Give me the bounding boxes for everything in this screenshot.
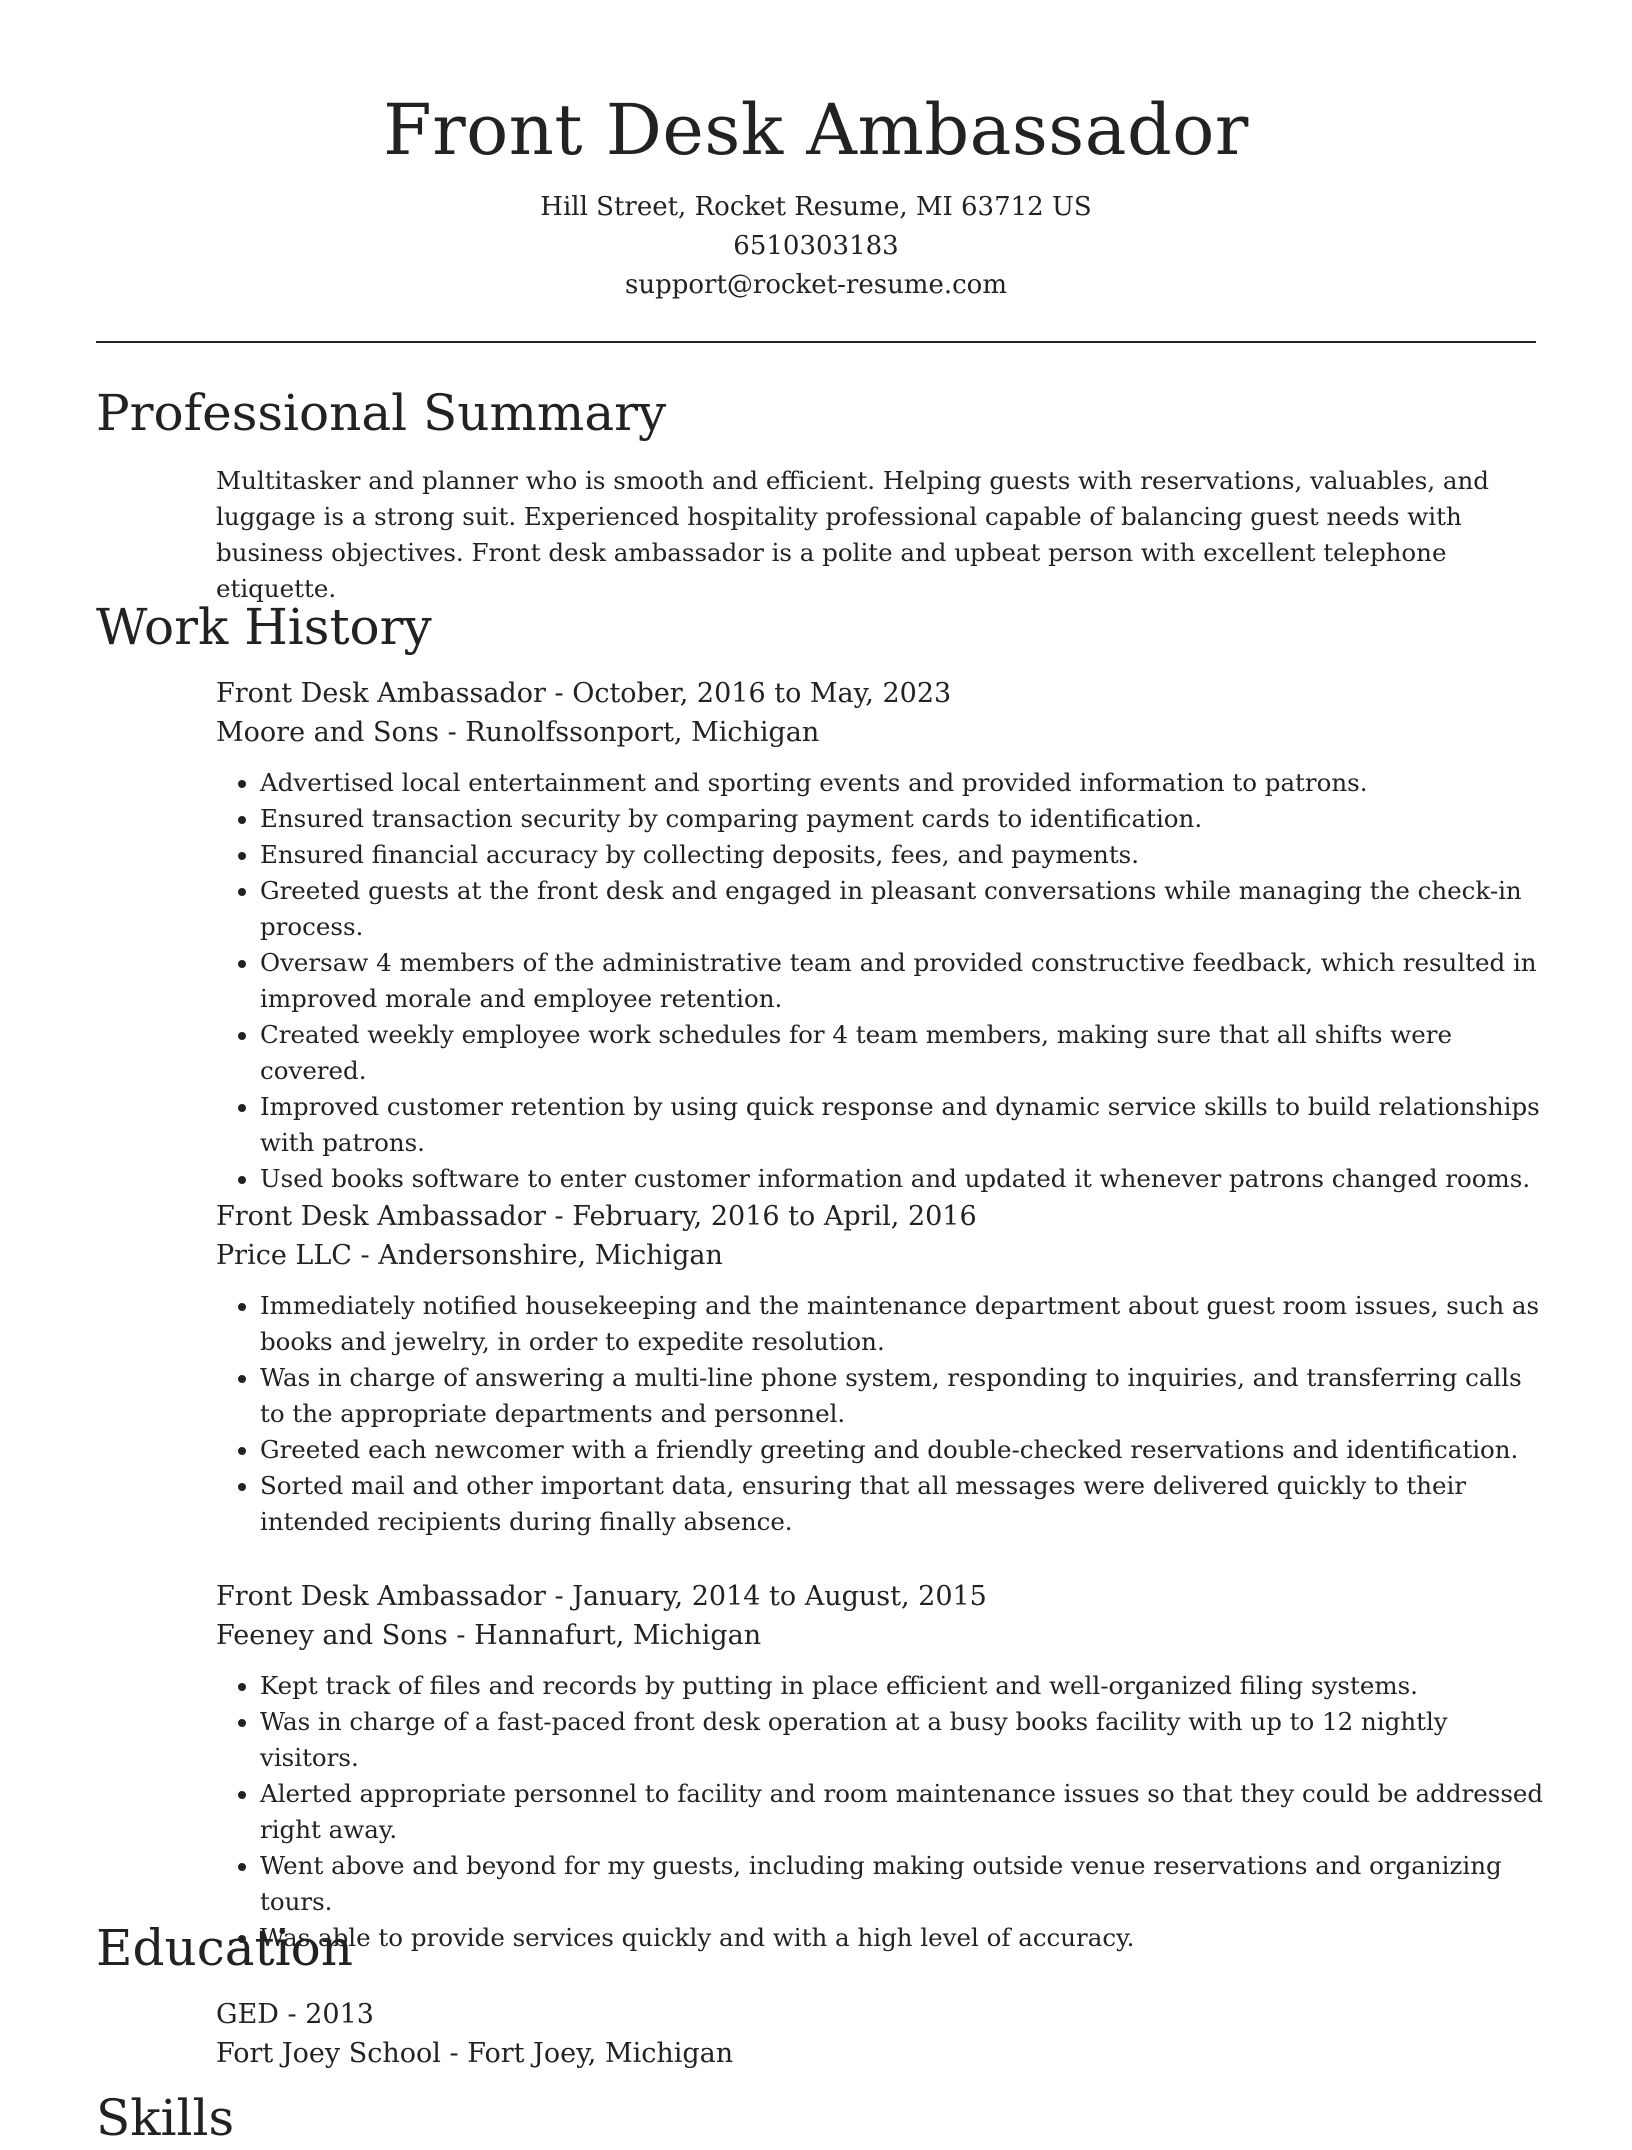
summary-text: Multitasker and planner who is smooth and efficient. Helping guests with reservations, valuables, and luggage is a strong suit. Experienced hospitality professional capable of balancing guest needs with business objectives. Front desk ambassador is a polite and upbeat person with excellent telephone etiquette. xyxy=(216,466,1489,603)
duty-item: • Alerted appropriate personnel to facility and room maintenance issues so that they could be addressed right away. xyxy=(260,1776,1546,1848)
job-dates: January, 2014 to August, 2015 xyxy=(572,1581,987,1612)
education-entry xyxy=(216,1995,1546,2073)
job-company-line: Moore and Sons - Runolfssonport, Michigan xyxy=(216,717,820,748)
address: Hill Street, Rocket Resume, MI 63712 US xyxy=(540,192,1092,222)
duty-item: • Sorted mail and other important data, ensuring that all messages were delivered quickly to their intended recipients during finally absence. xyxy=(260,1468,1546,1540)
duty-item: • Was in charge of answering a multi-line phone system, responding to inquiries, and transferring calls to the appropriate departments and personnel. xyxy=(260,1360,1546,1432)
duty-item: • Ensured financial accuracy by collecting deposits, fees, and payments. xyxy=(260,837,1546,873)
education-school-line: Fort Joey School - Fort Joey, Michigan xyxy=(216,2038,734,2069)
job-company: Feeney and Sons xyxy=(216,1620,448,1651)
duty-item: • Oversaw 4 members of the administrative team and provided constructive feedback, which resulted in improved morale and employee retention. xyxy=(260,945,1546,1017)
job-location: Runolfssonport, Michigan xyxy=(465,717,820,748)
duty-item: • Kept track of files and records by putting in place efficient and well-organized filing systems. xyxy=(260,1668,1546,1704)
duty-item: • Ensured transaction security by comparing payment cards to identification. xyxy=(260,801,1546,837)
job-entry xyxy=(216,1197,1546,1540)
job-entry xyxy=(216,1577,1546,1956)
job-title-line: Front Desk Ambassador - January, 2014 to August, 2015 xyxy=(216,1581,987,1612)
school-location: Fort Joey, Michigan xyxy=(467,2038,734,2069)
resume-header xyxy=(96,82,1536,305)
skills-heading: Skills xyxy=(96,2089,235,2147)
phone: 6510303183 xyxy=(733,231,899,261)
duty-item: • Greeted guests at the front desk and engaged in pleasant conversations while managing the check-in process. xyxy=(260,873,1546,945)
job-company: Moore and Sons xyxy=(216,717,439,748)
education-heading: Education xyxy=(96,1919,353,1977)
duty-item: • Improved customer retention by using quick response and dynamic service skills to build relationships with patrons. xyxy=(260,1089,1546,1161)
work-history-heading: Work History xyxy=(96,598,432,656)
email: support@rocket-resume.com xyxy=(624,270,1007,300)
degree: GED xyxy=(216,1999,279,2030)
job-duties xyxy=(216,1288,1546,1540)
job-title: Front Desk Ambassador xyxy=(216,1581,546,1612)
duty-item: • Used books software to enter customer information and updated it whenever patrons changed rooms. xyxy=(260,1161,1546,1197)
duty-item: • Created weekly employee work schedules for 4 team members, making sure that all shifts were covered. xyxy=(260,1017,1546,1089)
job-title-line: Front Desk Ambassador - February, 2016 to April, 2016 xyxy=(216,1201,977,1232)
duty-item: • Advertised local entertainment and sporting events and provided information to patrons. xyxy=(260,765,1546,801)
job-title: Front Desk Ambassador xyxy=(216,1201,546,1232)
job-company-line: Feeney and Sons - Hannafurt, Michigan xyxy=(216,1620,762,1651)
job-title: Front Desk Ambassador xyxy=(216,678,546,709)
duty-item: • Greeted each newcomer with a friendly greeting and double-checked reservations and identification. xyxy=(260,1432,1546,1468)
job-entry xyxy=(216,674,1546,1197)
candidate-name: Front Desk Ambassador xyxy=(383,89,1249,171)
graduation-year: 2013 xyxy=(305,1999,374,2030)
duty-item: • Was able to provide services quickly and with a high level of accuracy. xyxy=(260,1920,1546,1956)
summary-heading: Professional Summary xyxy=(96,384,667,442)
job-dates: February, 2016 to April, 2016 xyxy=(572,1201,977,1232)
duty-item: • Immediately notified housekeeping and the maintenance department about guest room issues, such as books and jewelry, in order to expedite resolution. xyxy=(260,1288,1546,1360)
education-degree-line: GED - 2013 xyxy=(216,1999,374,2030)
job-company-line: Price LLC - Andersonshire, Michigan xyxy=(216,1240,723,1271)
duty-item: • Went above and beyond for my guests, including making outside venue reservations and organizing tours. xyxy=(260,1848,1546,1920)
school-name: Fort Joey School xyxy=(216,2038,441,2069)
job-duties xyxy=(216,765,1546,1197)
duty-item: • Was in charge of a fast-paced front desk operation at a busy books facility with up to 12 nightly visitors. xyxy=(260,1704,1546,1776)
job-duties xyxy=(216,1668,1546,1956)
contact-info xyxy=(96,188,1536,305)
job-location: Hannafurt, Michigan xyxy=(474,1620,762,1651)
job-dates: October, 2016 to May, 2023 xyxy=(572,678,952,709)
job-title-line: Front Desk Ambassador - October, 2016 to May, 2023 xyxy=(216,678,952,709)
job-company: Price LLC xyxy=(216,1240,352,1271)
header-divider xyxy=(96,341,1536,343)
job-location: Andersonshire, Michigan xyxy=(378,1240,723,1271)
